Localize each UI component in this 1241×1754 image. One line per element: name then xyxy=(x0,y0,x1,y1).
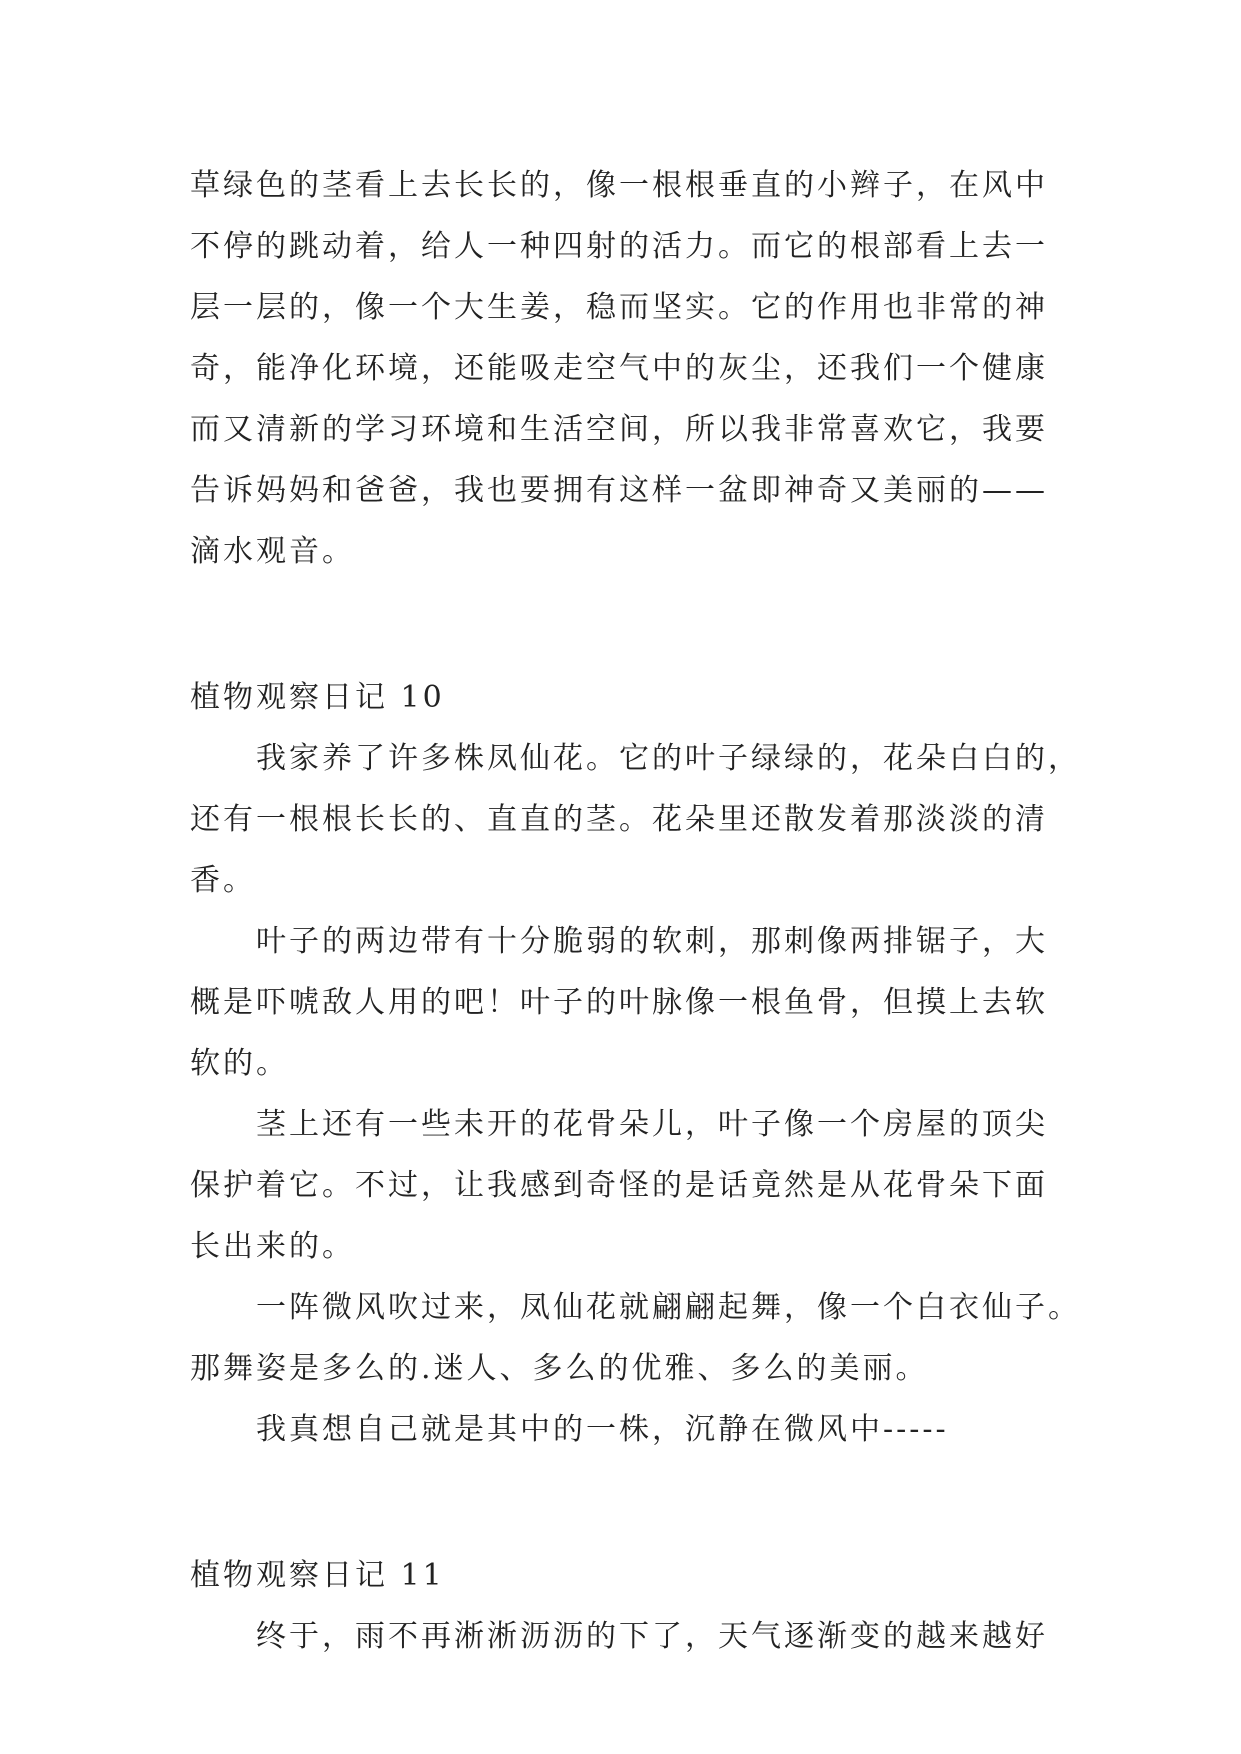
text-line: 软的。 xyxy=(190,1046,289,1081)
text-line: 滴水观音。 xyxy=(190,534,355,569)
text-line: 那舞姿是多么的.迷人、多么的优雅、多么的美丽。 xyxy=(190,1351,929,1386)
text-line: 不停的跳动着，给人一种四射的活力。而它的根部看上去一 xyxy=(190,229,1048,264)
text-line: 概是吓唬敌人用的吧！叶子的叶脉像一根鱼骨，但摸上去软 xyxy=(190,985,1048,1020)
diary-10-paragraph-2 xyxy=(190,911,1052,1094)
text-line: 告诉妈妈和爸爸，我也要拥有这样一盆即神奇又美丽的—— xyxy=(190,473,1048,508)
diary-10-paragraph-5 xyxy=(190,1399,1052,1460)
text-line: 一阵微风吹过来，凤仙花就翩翩起舞，像一个白衣仙子。 xyxy=(256,1290,1081,1325)
diary-10-paragraph-3 xyxy=(190,1094,1052,1277)
diary-10-title: 植物观察日记 10 xyxy=(190,680,445,715)
section-spacer xyxy=(190,1460,1052,1545)
diary-11-title: 植物观察日记 11 xyxy=(190,1558,445,1593)
text-line: 长出来的。 xyxy=(190,1229,355,1264)
text-line: 我真想自己就是其中的一株，沉静在微风中----- xyxy=(256,1412,949,1447)
text-line: 终于，雨不再淅淅沥沥的下了，天气逐渐变的越来越好 xyxy=(256,1619,1048,1654)
text-line: 层一层的，像一个大生姜，稳而坚实。它的作用也非常的神 xyxy=(190,290,1048,325)
text-line: 香。 xyxy=(190,863,256,898)
intro-paragraph xyxy=(190,155,1052,582)
text-line: 我家养了许多株凤仙花。它的叶子绿绿的，花朵白白的， xyxy=(256,741,1081,776)
text-line: 草绿色的茎看上去长长的，像一根根垂直的小辫子，在风中 xyxy=(190,168,1048,203)
text-line: 叶子的两边带有十分脆弱的软刺，那刺像两排锯子，大 xyxy=(256,924,1048,959)
diary-10-paragraph-1 xyxy=(190,728,1081,911)
section-spacer xyxy=(190,582,1052,667)
text-line: 而又清新的学习环境和生活空间，所以我非常喜欢它，我要 xyxy=(190,412,1048,447)
document-body xyxy=(190,155,1081,1667)
text-line: 茎上还有一些未开的花骨朵儿，叶子像一个房屋的顶尖 xyxy=(256,1107,1048,1142)
text-line: 奇，能净化环境，还能吸走空气中的灰尘，还我们一个健康 xyxy=(190,351,1048,386)
text-line: 还有一根根长长的、直直的茎。花朵里还散发着那淡淡的清 xyxy=(190,802,1048,837)
diary-10-paragraph-4 xyxy=(190,1277,1081,1399)
text-line: 保护着它。不过，让我感到奇怪的是话竟然是从花骨朵下面 xyxy=(190,1168,1048,1203)
diary-11-paragraph-1 xyxy=(190,1606,1052,1667)
